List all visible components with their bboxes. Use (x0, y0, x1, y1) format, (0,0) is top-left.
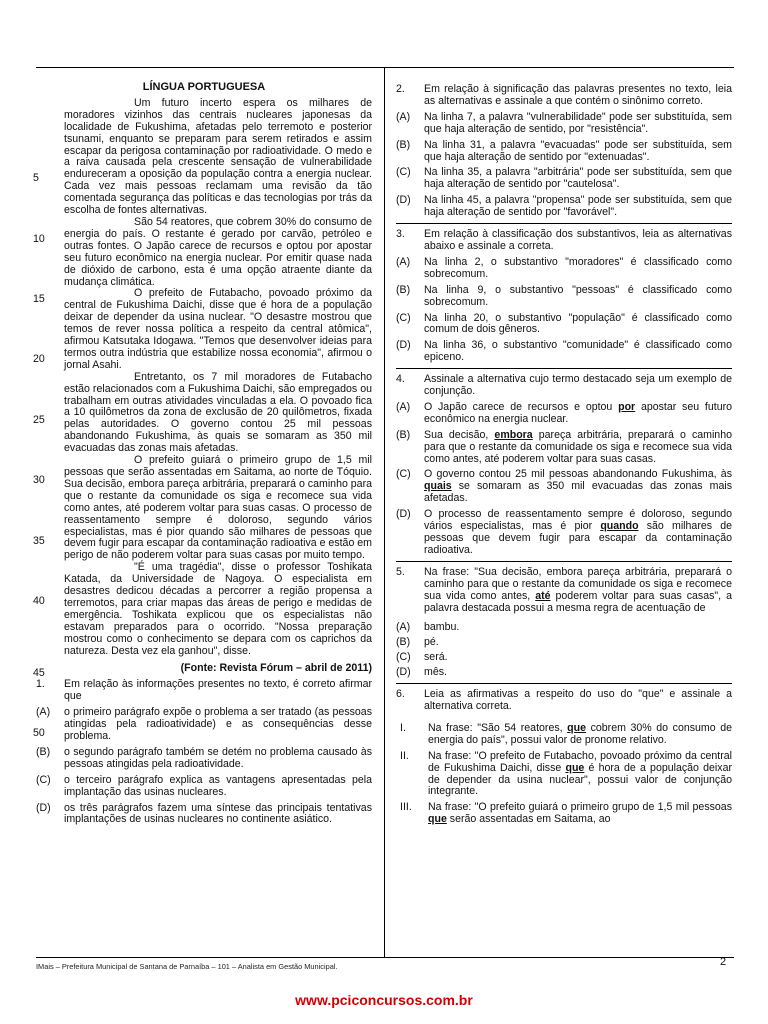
question-number: 1. (36, 678, 45, 691)
option-text: Na linha 9, o substantivo "pessoas" é classificado como sobrecomum. (424, 283, 732, 308)
highlighted-term: que (567, 721, 586, 734)
option-letter: (C) (396, 311, 411, 324)
option-letter: (D) (396, 194, 411, 207)
passage-paragraph: Um futuro incerto espera os milhares de moradores vizinhos das centrais nucleares japonesas da localidade de Fukushima, afetadas pelo terremoto e posterior tsunami, enquanto se preparam para serem retirados e assim escapar da perigosa contaminação por radioatividade. O medo e a raiva causada pela crescente sensação de vulnerabilidade endureceram a oposição da população contra a energia nuclear. Cada vez mais pessoas reclamam uma revisão da tão comentada segurança das políticas e das tecnologias por trás da escolha de fontes alternativas. (64, 96, 372, 217)
question-5 (396, 567, 732, 615)
line-number: 10 (33, 232, 45, 245)
question-1-options (36, 707, 372, 826)
option-d (396, 509, 732, 557)
statement-text: Na frase: "São 54 reatores, que cobrem 30% do consumo de energia do país", possui valor de pronome relativo. (428, 721, 732, 746)
line-number: 45 (33, 666, 45, 679)
option-text: será. (424, 651, 448, 664)
right-column (396, 84, 732, 830)
question-stem: Leia as afirmativas a respeito do uso do "que" e assinale a alternativa correta. (424, 688, 732, 712)
question-5-options (396, 622, 732, 679)
option-text: O governo contou 25 mil pessoas abandonando Fukushima, às quais se somaram as 350 mil evacuadas das zonas mais afetadas. (424, 468, 732, 505)
option-b (396, 430, 732, 466)
option-text: o primeiro parágrafo expõe o problema a ser tratado (as pessoas atingidas pela radioatividade) e as consequências desse problema. (64, 706, 372, 743)
statement-text: Na frase: "O prefeito guiará o primeiro grupo de 1,5 mil pessoas que serão assentadas em Saitama, ao (428, 801, 732, 826)
option-d (396, 667, 732, 679)
option-text: o segundo parágrafo também se detém no problema causado às pessoas atingidas pela radioatividade. (64, 745, 372, 770)
option-text: Na linha 7, a palavra "vulnerabilidade" pode ser substituída, sem que haja alteração de sentido, por "resistência". (424, 110, 732, 135)
question-6 (396, 689, 732, 713)
option-letter: (A) (396, 400, 411, 413)
footer-text: IMais – Prefeitura Municipal de Santana de Parnaíba – 101 – Analista em Gestão Municipal. (36, 962, 338, 971)
option-letter: (B) (36, 745, 51, 758)
passage-paragraph: O prefeito guiará o primeiro grupo de 1,5 mil pessoas que serão assentadas em Saitama, ao norte de Tóquio. Sua decisão, embora pareça arbitrária, preparará o caminho para que o restante da comunidade os siga e recomece sua vida como antes, até poderem voltar para suas casas. O processo de reassentamento sempre é doloroso, segundo vários especialistas, mas é pior quando são milhares de pessoas que devem fugir para escapar da contaminação radioativa e estão em perigo de não poderem voltar para suas casas por muito tempo. (64, 454, 372, 562)
line-number: 35 (33, 534, 45, 547)
option-letter: (A) (396, 110, 411, 123)
question-3-options (396, 257, 732, 364)
question-stem: Na frase: "Sua decisão, embora pareça arbitrária, preparará o caminho para que o restante da comunidade os siga e recomece sua vida como antes, até poderem voltar para suas casas", a palavra destacada possui a mesma regra de acentuação de (424, 565, 732, 614)
option-letter: (C) (396, 166, 411, 179)
passage-paragraph: "É uma tragédia", disse o professor Toshikata Katada, da Universidade de Nagoya. O especialista em desastres dedicou décadas a percorrer a região propensa a terremotos, para criar mapas das áreas de perigo e medidas de emergência. Toshikata explicou que os especialistas não estavam preparados para o ocorrido. "Nossa preparação mostrou como o conhecimento se depara com os caprichos da natureza. Desta vez ela ganhou", disse. (64, 561, 372, 657)
option-letter: (B) (396, 138, 411, 151)
statement-iii (396, 802, 732, 826)
question-4-options (396, 402, 732, 557)
highlighted-term: até (535, 589, 551, 602)
question-4 (396, 374, 732, 398)
option-a (396, 622, 732, 634)
site-url[interactable]: www.pciconcursos.com.br (295, 992, 473, 1008)
option-a (396, 257, 732, 281)
option-a (36, 707, 372, 743)
option-letter: (D) (396, 339, 411, 352)
option-letter: (A) (36, 706, 51, 719)
option-c (36, 775, 372, 799)
option-text: O processo de reassentamento sempre é doloroso, segundo vários especialistas, mas é pior quando são milhares de pessoas que devem fugir para escapar da contaminação radioativa. (424, 508, 732, 556)
left-column (33, 81, 372, 830)
passage-paragraph: Entretanto, os 7 mil moradores de Futabacho estão relacionados com a Fukushima Daichi, são empregados ou trabalham em outras atividades vinculadas a ela. O povoado fica a 10 quilômetros da zona de exclusão de 20 quilômetros, fixada pelas autoridades. O governo contou 25 mil pessoas abandonando Fukushima, às quais se somaram as 350 mil evacuadas das zonas mais afetadas. (64, 370, 372, 455)
option-letter: (D) (36, 801, 51, 814)
line-number: 30 (33, 473, 45, 486)
line-number: 5 (33, 171, 39, 184)
option-b (396, 140, 732, 164)
question-2 (396, 84, 732, 108)
option-b (396, 285, 732, 309)
line-number: 25 (33, 413, 45, 426)
question-separator (396, 223, 732, 224)
option-text: Na linha 45, a palavra "propensa" pode ser substituída, sem que haja alteração de sentido por "favorável". (424, 194, 732, 219)
question-3 (396, 229, 732, 253)
subject-title: LÍNGUA PORTUGUESA (142, 81, 266, 93)
option-text: mês. (424, 666, 447, 679)
question-separator (396, 561, 732, 562)
option-letter: (A) (396, 621, 411, 634)
highlighted-term: quais (424, 480, 452, 493)
passage-paragraph: São 54 reatores, que cobrem 30% do consumo de energia do país. O restante é gerado por carvão, petróleo e outras fontes. O Japão carece de recursos e optou por apostar seu futuro econômico na energia nuclear. Por emitir quase nada de dióxido de carbono, esta é uma opção atraente diante da mudança climática. (64, 215, 372, 288)
question-number: 4. (396, 373, 405, 386)
question-6-items (396, 723, 732, 826)
option-letter: (D) (396, 508, 411, 521)
option-text: o terceiro parágrafo explica as vantagens apresentadas pela implantação das usinas nucleares. (64, 773, 372, 798)
statement-number: I. (400, 721, 406, 734)
option-letter: (C) (396, 651, 411, 664)
question-number: 6. (396, 688, 405, 701)
statement-text: Na frase: "O prefeito de Futabacho, povoado próximo da central de Fukushima Daichi, disse que é hora de a população deixar de depender da usina nuclear", possui valor de conjunção integrante. (428, 749, 732, 798)
option-text: Sua decisão, embora pareça arbitrária, preparará o caminho para que o restante da comunidade os siga e recomece sua vida como antes, até poderem voltar para suas casas. (424, 428, 732, 465)
option-text: Na linha 20, o substantivo "população" é classificado como comum de dois gêneros. (424, 311, 732, 336)
option-a (396, 112, 732, 136)
highlighted-term: que (565, 761, 585, 774)
option-c (396, 167, 732, 191)
option-letter: (C) (396, 468, 411, 481)
option-c (396, 313, 732, 337)
question-stem: Assinale a alternativa cujo termo destacado seja um exemplo de conjunção. (424, 373, 732, 398)
option-letter: (B) (396, 283, 411, 296)
option-letter: (B) (396, 636, 411, 649)
option-letter: (B) (396, 428, 411, 441)
option-a (396, 402, 732, 426)
question-stem: Em relação às informações presentes no texto, é correto afirmar que (64, 678, 372, 703)
option-b (36, 747, 372, 771)
option-text: os três parágrafos fazem uma síntese das principais tentativas implantações de usinas nucleares no continente asiático. (64, 801, 372, 826)
option-letter: (C) (36, 773, 51, 786)
question-number: 3. (396, 228, 405, 241)
option-text: bambu. (424, 621, 460, 634)
option-c (396, 652, 732, 664)
option-text: Na linha 35, a palavra "arbitrária" pode ser substituída, sem que haja alteração de sentido por "cautelosa". (424, 166, 732, 191)
line-number: 20 (33, 352, 45, 365)
option-text: Na linha 2, o substantivo "moradores" é classificado como sobrecomum. (424, 255, 732, 280)
option-text: pé. (424, 636, 439, 649)
option-c (396, 469, 732, 505)
question-stem: Em relação à significação das palavras presentes no texto, leia as alternativas e assinale a que contém o sinônimo correto. (424, 83, 732, 107)
bottom-rule (36, 957, 734, 958)
option-letter: (D) (396, 666, 411, 679)
question-number: 5. (396, 565, 405, 578)
option-d (396, 195, 732, 219)
option-letter: (A) (396, 255, 411, 268)
line-number: 40 (33, 594, 45, 607)
line-number: 15 (33, 292, 45, 305)
column-divider (384, 67, 385, 957)
option-text: Na linha 31, a palavra "evacuadas" pode ser substituída, sem que haja alteração de sentido por "extenuadas". (424, 138, 732, 163)
statement-ii (396, 751, 732, 799)
option-text: O Japão carece de recursos e optou por apostar seu futuro econômico na energia nuclear. (424, 400, 733, 425)
question-separator (396, 683, 732, 684)
question-1 (36, 679, 372, 703)
option-b (396, 637, 732, 649)
option-d (36, 803, 372, 827)
highlighted-term: embora (494, 428, 533, 441)
question-number: 2. (396, 83, 405, 95)
passage-paragraph: O prefeito de Futabacho, povoado próximo da central de Fukushima Daichi, disse que é hora de a população deixar de depender da usina nuclear. "O desastre mostrou que temos de rever nossa política a respeito da central atômica", afirmou Katsutaka Idogawa. "Temos que desenvolver ideias para termos outra indústria que estabilize nossa economia", afirmou o jornal Asahi. (64, 287, 372, 371)
question-stem: Em relação à classificação dos substantivos, leia as alternativas abaixo e assinale a correta. (424, 228, 732, 252)
page-number: 2 (720, 956, 727, 968)
question-separator (396, 368, 732, 369)
option-d (396, 340, 732, 364)
line-number: 50 (33, 726, 45, 739)
question-2-options (396, 112, 732, 219)
passage-source: (Fonte: Revista Fórum – abril de 2011) (180, 661, 372, 674)
statement-number: III. (400, 801, 412, 814)
option-text: Na linha 36, o substantivo "comunidade" é classificado como epiceno. (424, 339, 732, 364)
highlighted-term: quando (600, 520, 639, 533)
top-rule (36, 67, 734, 68)
highlighted-term: por (618, 400, 636, 413)
statement-number: II. (400, 749, 409, 762)
highlighted-term: que (428, 813, 447, 826)
statement-i (396, 723, 732, 747)
